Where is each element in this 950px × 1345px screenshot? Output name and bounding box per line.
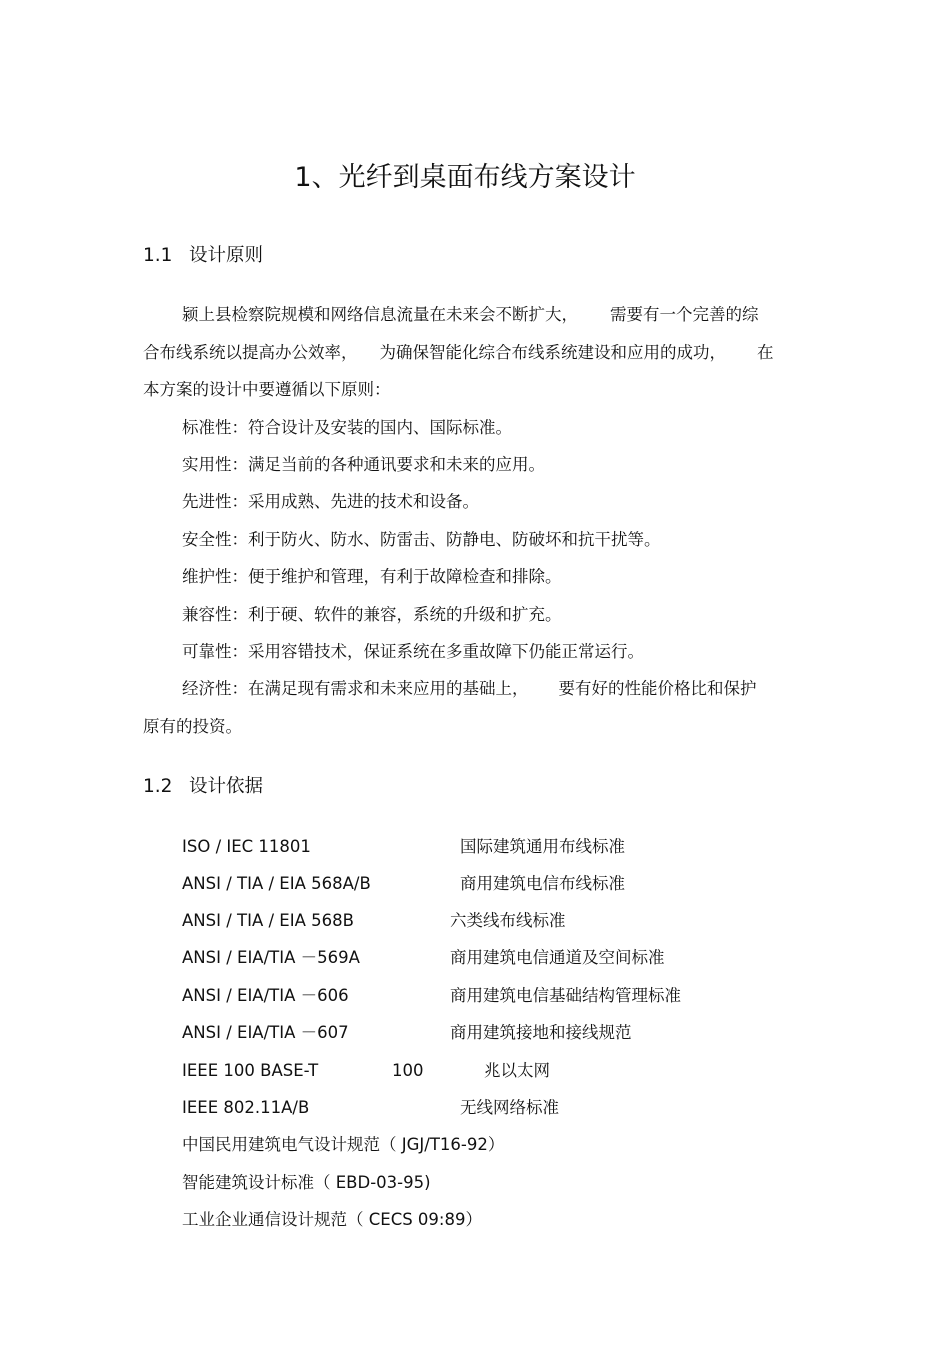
reference-desc: 商用建筑电信通道及空间标准 — [450, 948, 665, 967]
reference-desc: 六类线布线标准 — [450, 911, 566, 930]
paragraph-line — [143, 341, 805, 365]
text-span: 颍上县检察院规模和网络信息流量在未来会不断扩大， — [182, 305, 578, 324]
principle-item: 维护性：便于维护和管理，有利于故障检查和排除。 — [182, 567, 562, 586]
text-span: 本方案的设计中要遵循以下原则： — [143, 380, 391, 399]
reference-desc: 国际建筑通用布线标准 — [460, 837, 625, 856]
section-heading-1-1 — [143, 243, 263, 269]
principle-item-economy — [143, 677, 805, 701]
principle-item: 兼容性：利于硬、软件的兼容，系统的升级和扩充。 — [182, 605, 562, 624]
reference-code: ANSI / TIA / EIA 568A/B — [182, 874, 371, 893]
reference-desc: 商用建筑接地和接线规范 — [450, 1023, 632, 1042]
section-number: 1.2 — [143, 776, 173, 797]
paragraph-line: 原有的投资。 — [143, 717, 242, 736]
principle-item: 先进性：采用成熟、先进的技术和设备。 — [182, 492, 479, 511]
page-title: 1、光纤到桌面布线方案设计 — [294, 162, 636, 193]
reference-code: IEEE 100 BASE-T — [182, 1061, 319, 1080]
reference-code: ISO / IEC 11801 — [182, 837, 311, 856]
reference-code: IEEE 802.11A/B — [182, 1098, 310, 1117]
text-span: 合布线系统以提高办公效率， — [143, 343, 358, 362]
principle-item: 标准性：符合设计及安装的国内、国际标准。 — [182, 418, 512, 437]
reference-desc: 无线网络标准 — [460, 1098, 559, 1117]
reference-code: ANSI / EIA/TIA －606 — [182, 986, 349, 1005]
principle-item: 安全性：利于防火、防水、防雷击、防静电、防破坏和抗干扰等。 — [182, 530, 661, 549]
reference-code: ANSI / TIA / EIA 568B — [182, 911, 354, 930]
paragraph-line — [143, 303, 805, 327]
section-title: 设计原则 — [189, 245, 264, 266]
reference-item: 工业企业通信设计规范（ CECS 09:89） — [182, 1210, 482, 1229]
text-span: 为确保智能化综合布线系统建设和应用的成功， — [379, 343, 726, 362]
section-title: 设计依据 — [189, 776, 264, 797]
reference-desc: 兆以太网 — [484, 1061, 550, 1080]
text-span: 在 — [757, 343, 774, 362]
reference-code: ANSI / EIA/TIA －569A — [182, 948, 360, 967]
reference-item: 智能建筑设计标准（ EBD-03-95) — [182, 1173, 431, 1192]
section-heading-1-2 — [143, 774, 263, 800]
text-span: 要有好的性能价格比和保护 — [558, 679, 757, 698]
text-span: 经济性：在满足现有需求和未来应用的基础上， — [182, 679, 529, 698]
principle-item: 实用性：满足当前的各种通讯要求和未来的应用。 — [182, 455, 545, 474]
reference-desc: 商用建筑电信基础结构管理标准 — [450, 986, 681, 1005]
section-number: 1.1 — [143, 245, 173, 266]
reference-code: ANSI / EIA/TIA －607 — [182, 1023, 349, 1042]
paragraph-line — [143, 378, 805, 402]
reference-item: 中国民用建筑电气设计规范（ JGJ/T16-92） — [182, 1135, 505, 1154]
reference-mid: 100 — [392, 1061, 424, 1080]
reference-desc: 商用建筑电信布线标准 — [460, 874, 625, 893]
principle-item: 可靠性：采用容错技术，保证系统在多重故障下仍能正常运行。 — [182, 642, 644, 661]
text-span: 需要有一个完善的综 — [610, 305, 759, 324]
